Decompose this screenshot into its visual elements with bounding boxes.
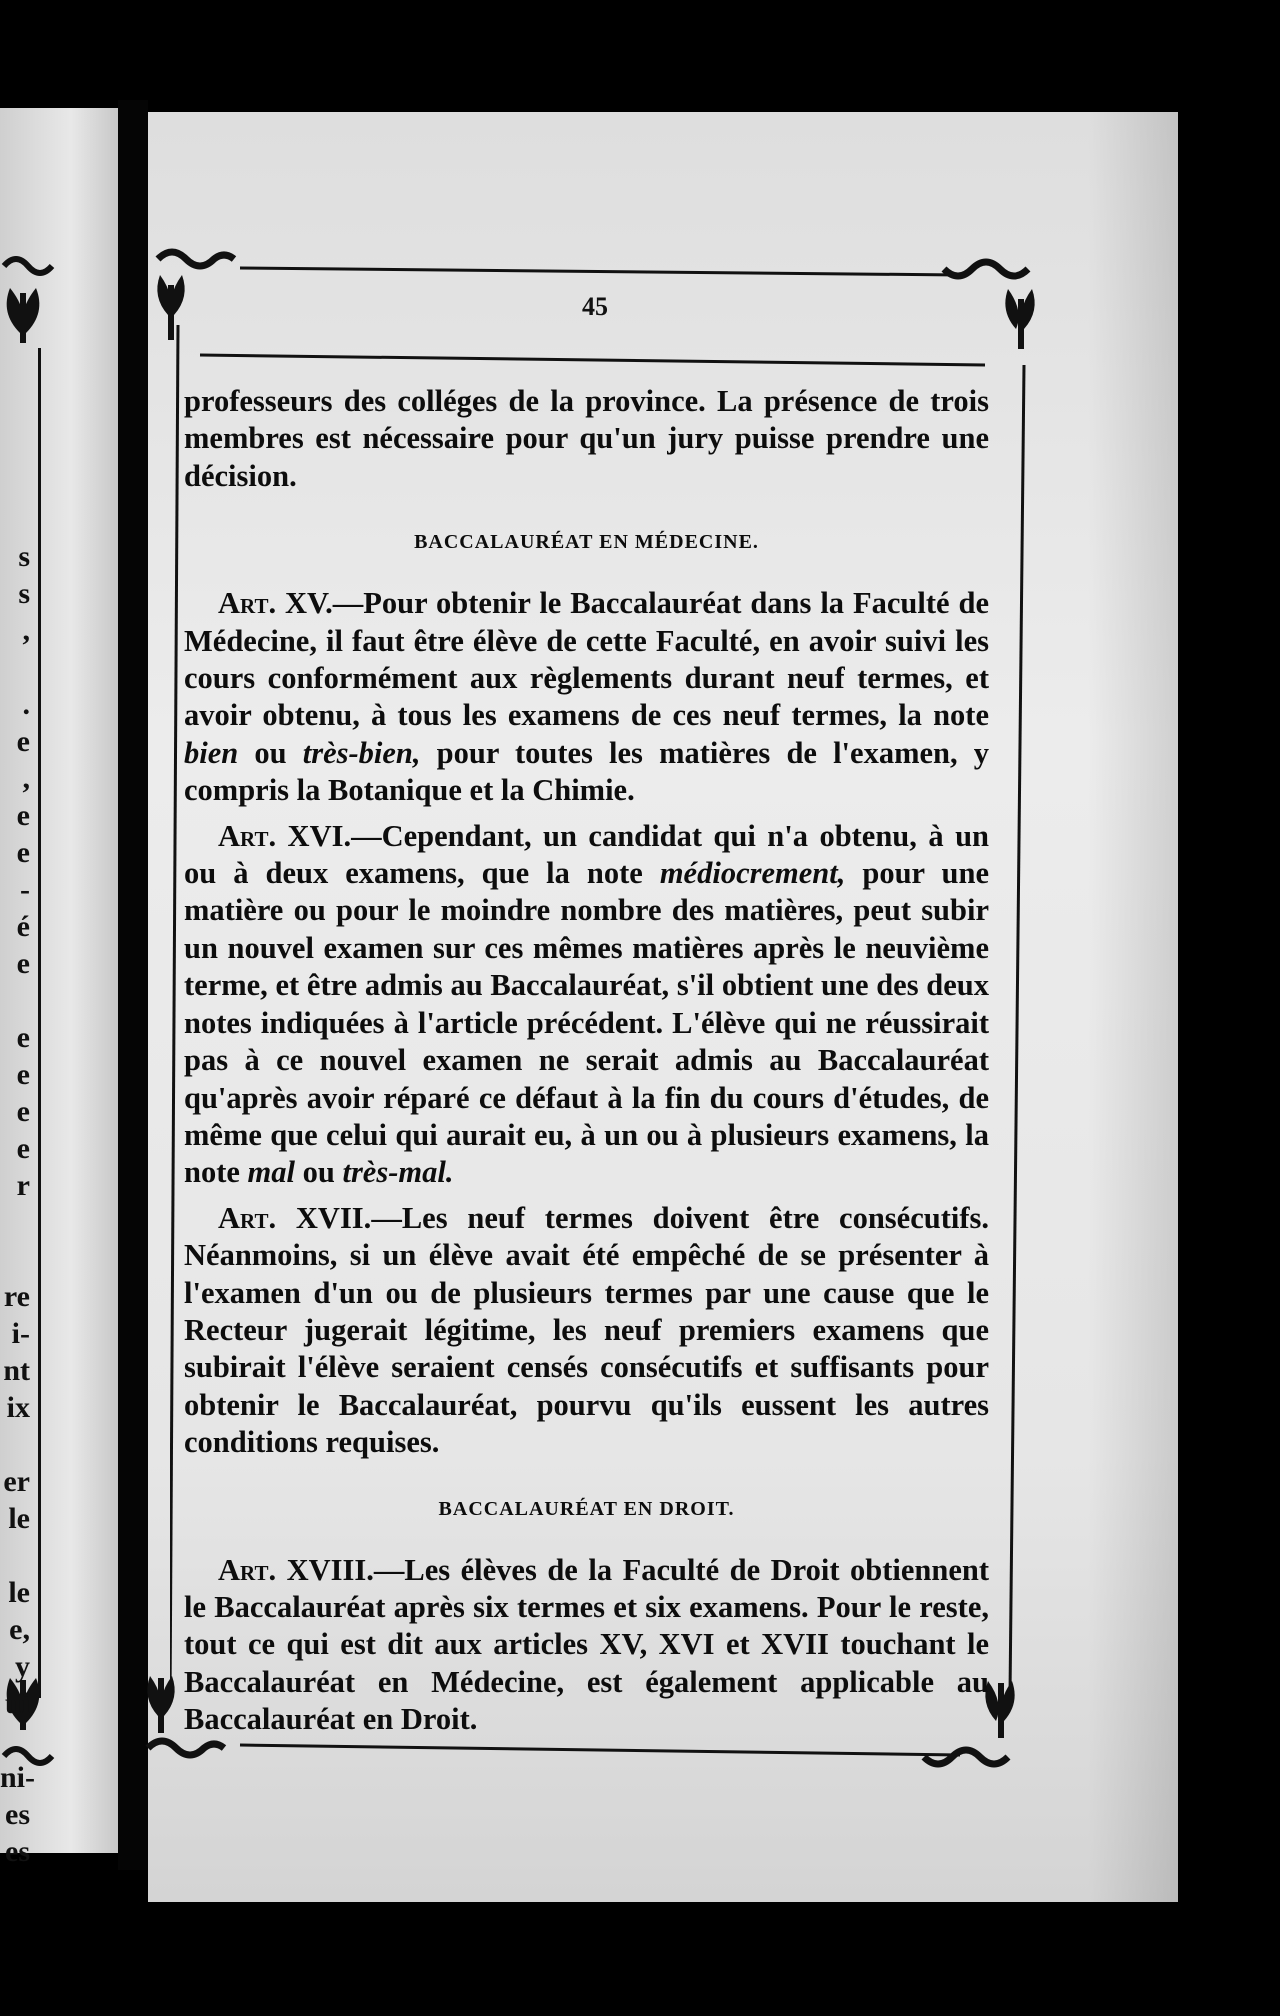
- left-page-line-ending: e: [16, 947, 30, 980]
- article-xvii: [184, 1200, 989, 1462]
- left-page-line-ending: nt: [3, 1354, 30, 1387]
- lyre-scroll-ornament-icon: [0, 248, 60, 358]
- article-text: ou: [238, 735, 303, 770]
- left-page-line-ending: [0, 982, 30, 1019]
- article-label: Art. XV.: [218, 586, 333, 621]
- left-page-line-ending: er: [3, 1465, 30, 1498]
- emphasis-text: très-mal.: [342, 1155, 454, 1190]
- page-shadow: [1088, 112, 1178, 1902]
- left-page-line-endings: [0, 538, 36, 1870]
- left-page-line-ending: e: [16, 836, 30, 869]
- left-page-line-ending: e,: [9, 1613, 30, 1646]
- emphasis-text: très-bien,: [302, 735, 421, 770]
- emphasis-text: mal: [247, 1155, 295, 1190]
- left-page-line-ending: [0, 649, 30, 686]
- left-page-line-ending: e: [16, 1095, 30, 1128]
- left-page-line-ending: es: [5, 1835, 30, 1868]
- article-text: —Les neuf termes doivent être consécutifs. Néanmoins, si un élève avait été empêché de se présenter à l'examen d'un ou de plusieurs termes par une cause que le Recteur jugerait légitime, les neuf premiers examens que subirait l'élève seraient censés consécutifs et suffisants pour obtenir le Baccalauréat, pourvu qu'ils eussent les autres conditions requises.: [184, 1200, 989, 1460]
- left-page-line-ending: r: [16, 1169, 30, 1202]
- emphasis-text: médiocrement,: [659, 856, 846, 891]
- left-page-line-ending: s: [18, 540, 30, 573]
- article-xv: [184, 585, 989, 809]
- intro-paragraph: professeurs des colléges de la province. La présence de trois membres est nécessaire pour qu'un jury puisse prendre une décision.: [184, 384, 989, 493]
- left-page-line-ending: [0, 1241, 30, 1278]
- left-page-line-ending: e: [16, 1021, 30, 1054]
- page-number: 45: [582, 292, 608, 321]
- article-label: Art. XVII.: [218, 1200, 372, 1235]
- left-page-line-ending: e: [16, 799, 30, 832]
- left-page-fragment: [0, 108, 118, 1868]
- emphasis-text: bien: [184, 735, 239, 770]
- left-page-line-ending: re: [3, 1280, 30, 1313]
- article-text: —Cependant, un candidat qui n'a obtenu, à un ou à deux examens, que la note: [184, 818, 989, 891]
- left-page-line-ending: [0, 1537, 30, 1574]
- left-page-line-ending: es: [5, 1798, 30, 1831]
- left-page-line-ending: [0, 1426, 30, 1463]
- left-page-line-ending: é: [16, 910, 30, 943]
- lyre-scroll-ornament-icon: [152, 245, 242, 345]
- book-gutter: [118, 100, 148, 1870]
- left-page-line-ending: y: [15, 1650, 30, 1683]
- article-text: —Pour obtenir le Baccalauréat dans la Faculté de Médecine, il faut être élève de cette Faculté, en avoir suivi les cours conformément aux règlements durant neuf termes, et avoir obtenu, à tous les examens de ces neuf termes, la note: [184, 586, 989, 733]
- left-page-line-ending: le: [8, 1502, 30, 1535]
- left-page-line-ending: i-: [11, 1317, 30, 1350]
- article-xvi: [184, 818, 989, 1192]
- article-label: Art. XVIII.: [218, 1552, 374, 1587]
- left-page-line-ending: [0, 1204, 30, 1241]
- article-text: ou: [295, 1155, 343, 1190]
- left-page-line-ending: ni-: [0, 1761, 36, 1794]
- section-heading-droit: BACCALAURÉAT EN DROIT.: [438, 1497, 735, 1520]
- left-page-line-ending: ,: [22, 762, 30, 795]
- left-page-line-ending: ,: [22, 614, 30, 647]
- left-page-line-ending: -: [20, 873, 30, 906]
- left-page-line-ending: e: [16, 1058, 30, 1091]
- left-page-line-ending: [0, 1722, 30, 1759]
- section-heading-medecine: BACCALAURÉAT EN MÉDECINE.: [414, 531, 759, 554]
- left-page-line-ending: e: [16, 1132, 30, 1165]
- left-page-line-ending: ui: [4, 1687, 30, 1720]
- left-page-line-ending: .: [22, 688, 30, 721]
- left-page-line-ending: e: [16, 725, 30, 758]
- article-text: pour une matière ou pour le moindre nombre des matières, peut subir un nouvel examen sur ces mêmes matières après le neuvième terme, et être admis au Baccalauréat, s'il obtient une des deux notes indiquées à l'article précédent. L'élève qui ne réussirait pas à ce nouvel examen ne serait admis au Baccalauréat qu'après avoir réparé ce défaut à la fin du cours d'études, de même que celui qui aurait eu, à un ou à plusieurs examens, la note: [184, 856, 989, 1190]
- article-text: —Les élèves de la Faculté de Droit obtiennent le Baccalauréat après six termes et six examens. Pour le reste, tout ce qui est dit aux articles XV, XVI et XVII touchant le Baccalauréat en Médecine, est également applicable au Baccalauréat en Droit.: [184, 1552, 989, 1737]
- left-page-frame-line: [38, 348, 41, 1698]
- left-page-line-ending: ix: [6, 1391, 30, 1424]
- article-text: pour toutes les matières de l'examen, y compris la Botanique et la Chimie.: [184, 735, 989, 808]
- lyre-scroll-ornament-icon: [940, 255, 1050, 355]
- left-page-line-ending: le: [8, 1576, 30, 1609]
- left-page-line-ending: s: [18, 577, 30, 610]
- article-xviii: [184, 1552, 989, 1739]
- article-label: Art. XVI.: [218, 818, 352, 853]
- page-content: [184, 383, 989, 1739]
